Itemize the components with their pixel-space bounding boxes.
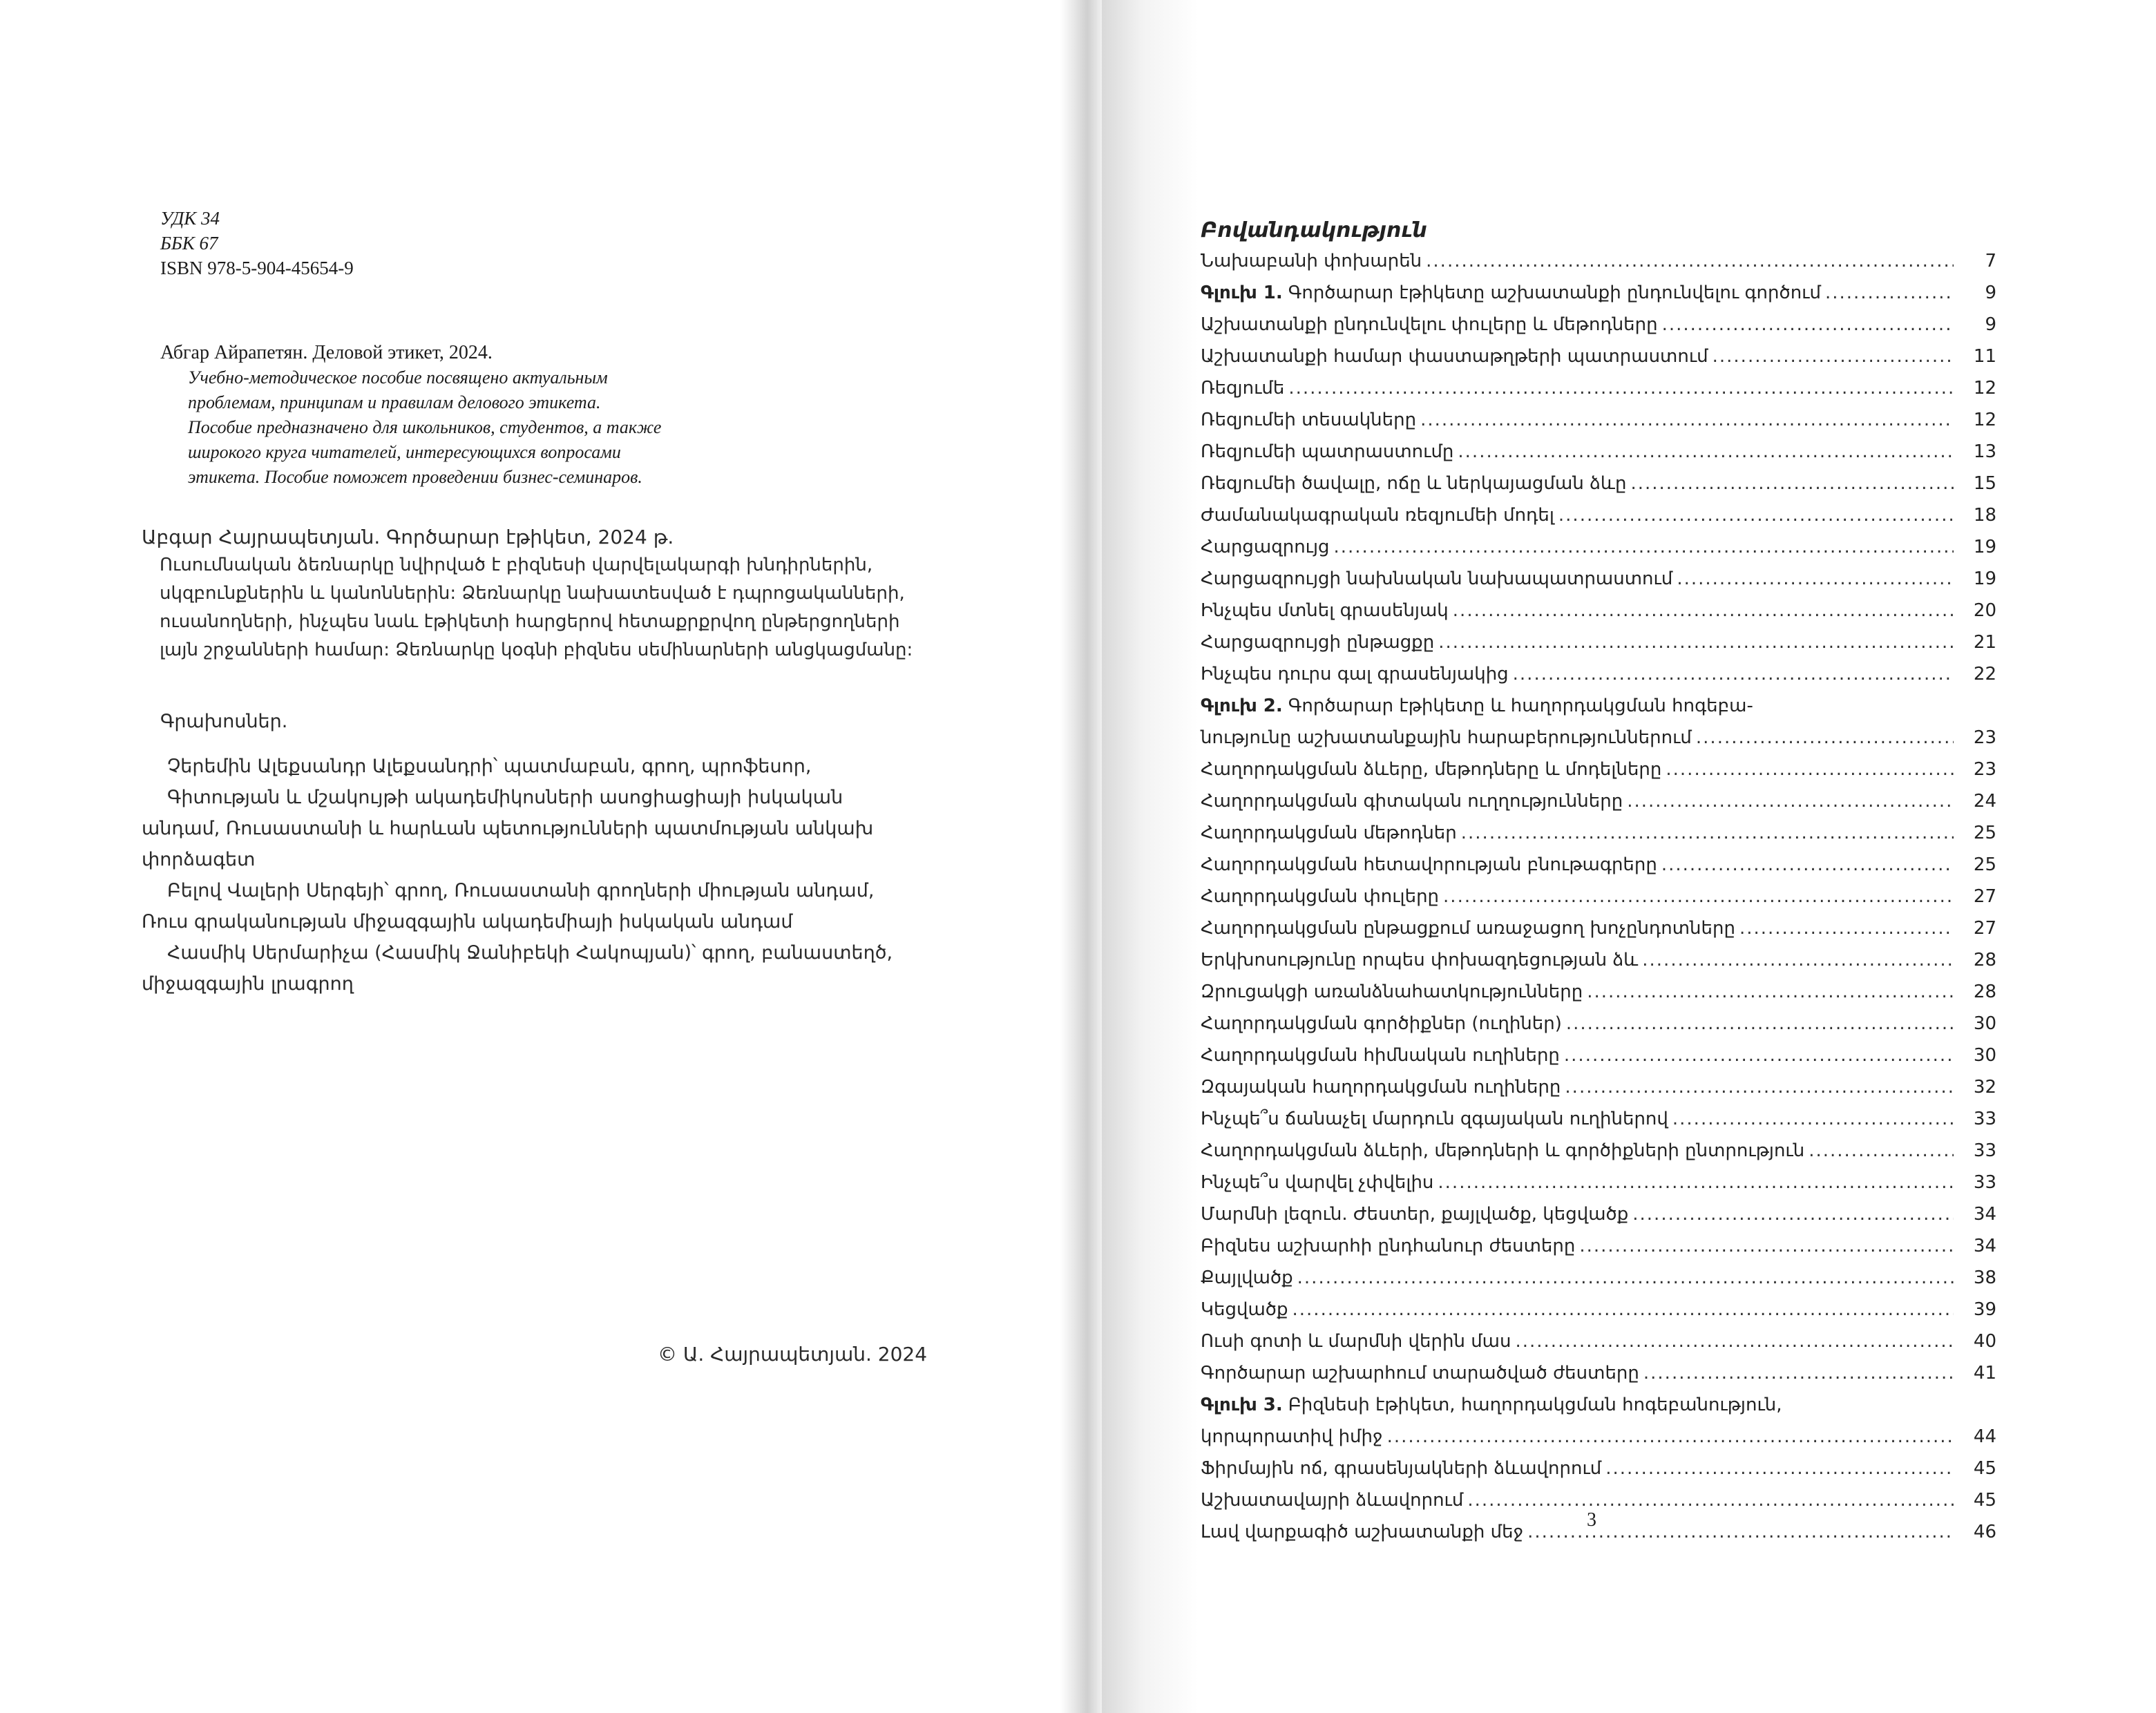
toc-entry-title [1201,1357,1639,1389]
reviewer-line: միջազգային լրագրող [142,973,354,995]
toc-dot-leader [1666,754,1954,785]
toc-page-number: 9 [1985,314,1996,335]
toc-entry [1201,1453,1996,1484]
toc-page-number: 33 [1973,1140,1996,1161]
toc-dot-leader [1461,817,1954,849]
toc-dot-leader [1587,976,1954,1008]
toc-entry-title [1201,563,1672,595]
toc-dot-leader [1426,245,1954,277]
toc-entry-title [1201,341,1708,372]
toc-entry [1201,1040,1996,1071]
toc-entry-text: Հարցազրույց [1201,537,1330,557]
toc-entry [1201,849,1996,881]
armenian-annotation-line: ուսանողների, ինչպես նաև էթիկետի հարցերով հետաքրքրվող ընթերցողների [160,611,900,632]
toc-chapter-label: Գլուխ 1. [1201,283,1283,303]
toc-page-number: 40 [1973,1331,1996,1352]
toc-entry [1201,658,1996,690]
toc-page-number: 45 [1973,1458,1996,1479]
toc-entry [1201,944,1996,976]
toc-dot-leader [1467,1484,1954,1516]
toc-dot-leader [1643,1357,1954,1389]
toc-entry-text: Գործարար էթիկետը և հաղորդակցման հոգեբա- [1288,696,1753,716]
russian-annotation-line: Пособие предназначено для школьников, студентов, а также [188,417,662,437]
toc-entry-text: Հաղորդակցման գիտական ուղղությունները [1201,791,1623,812]
toc-page-number: 21 [1973,632,1996,653]
toc-entry-title [1201,658,1509,690]
toc-page-number: 11 [1973,346,1996,367]
catalog-codes [160,206,354,280]
toc-entry-text: Աշխատանքի համար փաստաթղթերի պատրաստում [1201,346,1708,367]
armenian-heading: Աբգար Հայրապետյան. Գործարար էթիկետ, 2024 թ. [142,526,674,548]
toc-page-number: 27 [1973,886,1996,907]
toc-chapter-entry [1201,277,1996,309]
toc-dot-leader [1605,1453,1954,1484]
toc-dot-leader [1579,1230,1954,1262]
toc-dot-leader [1515,1326,1954,1357]
toc-dot-leader [1438,1167,1954,1198]
toc-dot-leader [1513,658,1954,690]
toc-entry-title [1201,468,1626,499]
toc-entry [1201,976,1996,1008]
toc-entry [1201,1071,1996,1103]
toc-entry [1201,1230,1996,1262]
toc-page-number: 24 [1973,791,1996,812]
toc-entry-title [1201,1421,1383,1453]
toc-entry-text: Հարցազրույցի նախնական նախապատրաստում [1201,568,1673,589]
toc-entry-text: Զգայական հաղորդակցման ուղիները [1201,1077,1561,1098]
toc-page-number: 23 [1973,727,1996,748]
toc-entry-title [1201,245,1422,277]
toc-entry-text: Հաղորդակցման փուլերը [1201,886,1440,907]
toc-page-number: 33 [1973,1109,1996,1129]
toc-entry-text: Հաղորդակցման գործիքներ (ուղիներ) [1201,1013,1562,1034]
toc-entry-text: Քայլվածք [1201,1267,1293,1288]
toc-entry-title [1201,1040,1560,1071]
toc-page-number: 28 [1973,950,1996,970]
toc-entry [1201,1357,1996,1389]
russian-annotation-line: этикета. Пособие поможет проведении бизнес-семинаров. [188,467,642,487]
toc-entry [1201,785,1996,817]
page-number: 3 [1587,1509,1596,1531]
toc-entry-text: Ինչպե՞ս ճանաչել մարդուն զգայական ուղիներով [1201,1109,1668,1129]
toc-entry-title [1201,1135,1804,1167]
toc-entry-text: նությունը աշխատանքային հարաբերություններում [1201,727,1692,748]
toc-entry-text: Աշխատավայրի ձևավորում [1201,1490,1464,1511]
russian-annotation-block [160,341,851,490]
toc-title: Բովանդակություն [1201,218,1427,242]
toc-dot-leader [1334,531,1954,563]
toc-entry-text: Հաղորդակցման մեթոդներ [1201,823,1457,843]
toc-entry-title [1201,1516,1523,1548]
toc-dot-leader [1696,722,1954,754]
toc-page-number: 30 [1973,1013,1996,1034]
toc-entry-text: Բիզնես աշխարհի ընդհանուր ժեստերը [1201,1236,1576,1256]
toc-entry [1201,468,1996,499]
toc-entry-title [1201,912,1735,944]
reviewer-line: Ռուս գրականության միջազգային ակադեմիայի իսկական անդամ [142,911,793,932]
toc-entry [1201,754,1996,785]
toc-dot-leader [1420,404,1954,436]
toc-entry-text: Լավ վարքագիծ աշխատանքի մեջ [1201,1522,1524,1542]
armenian-annotation-line: Ուսումնական ձեռնարկը նվիրված է բիզնեսի վարվելակարգի խնդիրներին, [160,555,873,575]
toc-entry-text: Ռեզյումեի պատրաստումը [1201,441,1454,462]
toc-entry-text: Աշխատանքի ընդունվելու փուլերը և մեթոդները [1201,314,1658,335]
reviewer-line: Բելով Վալերի Սերգեյի՝ գրող, Ռուսաստանի գրողների միության անդամ, [167,880,875,901]
toc-page-number: 18 [1973,505,1996,526]
toc-page-number: 38 [1973,1267,1996,1288]
toc-page-number: 13 [1973,441,1996,462]
toc-page-number: 20 [1973,600,1996,621]
toc-entry-text: Ուսի գոտի և մարմնի վերին մաս [1201,1331,1511,1352]
toc-entry-title [1201,277,1821,309]
reviewer-line: Գիտության և մշակույթի ակադեմիկոսների ասոցիացիայի իսկական [167,787,843,808]
toc-entry [1201,499,1996,531]
toc-page-number: 27 [1973,918,1996,939]
left-page [0,0,1060,1713]
toc-entry [1201,531,1996,563]
toc-dot-leader [1438,626,1954,658]
toc-dot-leader [1825,277,1954,309]
toc-entry-text: Հաղորդակցման ձևերի, մեթոդների և գործիքների ընտրություն [1201,1140,1805,1161]
toc-entry-text: Հաղորդակցման ձևերը, մեթոդները և մոդելները [1201,759,1662,780]
toc-entry-title [1201,754,1661,785]
toc-entry-text: Ժամանակագրական ռեզյումեի մոդել [1201,505,1554,526]
bbk-code: ББК 67 [160,233,218,253]
toc-entry-title [1201,1262,1293,1294]
toc-entry-title [1201,404,1416,436]
toc-page-number: 12 [1973,410,1996,430]
toc-entry-title [1201,1326,1511,1357]
toc-entry [1201,1421,1996,1453]
toc-entry [1201,372,1996,404]
toc-entry-title [1201,785,1623,817]
toc-entry [1201,1103,1996,1135]
toc-entry-text: Մարմնի լեզուն. Ժեստեր, քայլվածք, կեցվածք [1201,1204,1629,1225]
toc-entry-title [1201,499,1554,531]
toc-entry-text: Բիզնեսի էթիկետ, հաղորդակցման հոգեբանություն, [1288,1395,1782,1415]
toc-page-number: 45 [1973,1490,1996,1511]
reviewer-line: անդամ, Ռուսաստանի և հարևան պետությունների պատմության անկախ [142,818,874,839]
toc-entry-text: Ռեզյումեի ծավալը, ոճը և ներկայացման ձևը [1201,473,1627,494]
toc-entry-title [1201,372,1284,404]
russian-annotation-line: Учебно-методическое пособие посвящено актуальным [188,367,608,387]
toc-dot-leader [1739,912,1954,944]
toc-entry-text: կորպորատիվ իմիջ [1201,1426,1383,1447]
toc-page-number: 28 [1973,982,1996,1002]
toc-page-number: 32 [1973,1077,1996,1098]
toc-page-number: 30 [1973,1045,1996,1066]
toc-entry [1201,1516,1996,1548]
toc-chapter-label: Գլուխ 2. [1201,696,1283,716]
toc-chapter-label: Գլուխ 3. [1201,1395,1283,1415]
toc-page-number: 39 [1973,1299,1996,1320]
toc-entry-text: Ռեզյումե [1201,378,1285,399]
toc-page-number: 25 [1973,854,1996,875]
toc-entry [1201,595,1996,626]
toc-entry-title [1201,976,1583,1008]
toc-entry-text: Նախաբանի փոխարեն [1201,251,1422,271]
reviewer-line: Հասմիկ Սերմարիչա (Հասմիկ Ջանիբեկի Հակոպյան)՝ գրող, բանաստեղծ, [167,942,893,964]
reviewers-block [142,706,991,999]
toc-dot-leader [1809,1135,1954,1167]
toc-entry [1201,1326,1996,1357]
toc-entry-title [1201,531,1330,563]
toc-entry [1201,912,1996,944]
toc-entry-text: Ինչպես դուրս գալ գրասենյակից [1201,664,1509,685]
toc-dot-leader [1288,372,1954,404]
copyright-notice: © Ա. Հայրապետյան. 2024 [658,1343,928,1366]
toc-entry-title [1201,1230,1575,1262]
toc-page-number: 33 [1973,1172,1996,1193]
toc-entry-text: Հաղորդակցման հիմնական ուղիները [1201,1045,1560,1066]
russian-annotation-line: проблемам, принципам и правилам делового этикета. [188,392,601,412]
toc-page-number: 12 [1973,378,1996,399]
toc-page-number: 22 [1973,664,1996,685]
toc-entry-title [1201,881,1439,912]
toc-entry-title [1201,1198,1628,1230]
reviewers-title: Գրախոսներ. [160,711,288,732]
toc-entry [1201,341,1996,372]
toc-page-number: 34 [1973,1236,1996,1256]
toc-page-number: 19 [1973,537,1996,557]
toc-entry-text: Հաղորդակցման հետավորության բնութագրերը [1201,854,1657,875]
toc-page-number: 15 [1973,473,1996,494]
toc-page-number: 34 [1973,1204,1996,1225]
toc-dot-leader [1632,1198,1954,1230]
isbn-code: ISBN 978-5-904-45654-9 [160,258,354,278]
toc-page-number: 41 [1973,1363,1996,1384]
toc-entry [1201,722,1996,754]
toc-page-number: 23 [1973,759,1996,780]
toc-entry-title [1201,1484,1463,1516]
toc-dot-leader [1630,468,1954,499]
toc-page-number: 9 [1985,283,1996,303]
reviewer-line: Չերեմին Ալեքսանդր Ալեքսանդրի՝ պատմաբան, գրող, պրոֆեսոր, [167,756,812,777]
toc-dot-leader [1661,849,1954,881]
toc-dot-leader [1662,309,1954,341]
armenian-annotation-line: լայն շրջանների համար: Ձեռնարկը կօգնի բիզնես սեմինարների անցկացմանը: [160,640,913,660]
toc-entry [1201,881,1996,912]
toc-chapter-heading [1201,690,1996,722]
toc-entry-text: Գործարար էթիկետը աշխատանքի ընդունվելու գործում [1288,283,1821,303]
toc-entry-title [1201,1008,1562,1040]
toc-entry [1201,309,1996,341]
toc-entry [1201,1167,1996,1198]
toc-dot-leader [1677,563,1954,595]
toc-list [1201,245,1996,1548]
toc-entry-title [1201,626,1434,658]
armenian-annotation-block [142,524,991,664]
toc-dot-leader [1627,785,1954,817]
toc-dot-leader [1292,1294,1954,1326]
russian-annotation-line: широкого круга читателей, интересующихся вопросами [188,442,621,462]
toc-page-number: 7 [1985,251,1996,271]
toc-entry-title [1201,309,1658,341]
toc-entry-title [1201,1103,1668,1135]
toc-entry-title [1201,1453,1601,1484]
toc-entry-text: Գործարար աշխարհում տարածված ժեստերը [1201,1363,1639,1384]
toc-entry-text: Ֆիրմային ոճ, գրասենյակների ձևավորում [1201,1458,1602,1479]
toc-dot-leader [1713,341,1954,372]
table-of-contents [1201,219,1996,1548]
toc-entry [1201,245,1996,277]
toc-entry-title [1201,944,1638,976]
toc-entry-title [1201,1071,1561,1103]
toc-dot-leader [1564,1040,1954,1071]
armenian-annotation-line: սկզբունքներին և կանոններին: Ձեռնարկը նախատեսված է դպրոցականների, [160,583,905,604]
udk-code: УДК 34 [160,208,220,229]
toc-page-number: 25 [1973,823,1996,843]
toc-entry-title [1201,595,1449,626]
toc-entry [1201,436,1996,468]
toc-entry [1201,626,1996,658]
toc-entry-text: Հաղորդակցման ընթացքում առաջացող խոչընդոտները [1201,918,1735,939]
toc-dot-leader [1642,944,1954,976]
toc-dot-leader [1558,499,1954,531]
toc-dot-leader [1443,881,1954,912]
toc-entry-text: Հարցազրույցի ընթացքը [1201,632,1435,653]
toc-entry-title [1201,849,1657,881]
toc-entry-text: Ռեզյումեի տեսակները [1201,410,1417,430]
toc-page-number: 19 [1973,568,1996,589]
toc-entry [1201,404,1996,436]
toc-entry-text: Երկխոսությունը որպես փոխազդեցության ձև [1201,950,1639,970]
toc-entry-title [1201,436,1453,468]
toc-entry [1201,563,1996,595]
toc-entry-title [1201,817,1457,849]
toc-entry [1201,817,1996,849]
toc-entry-title [1201,722,1692,754]
toc-dot-leader [1565,1071,1954,1103]
toc-entry [1201,1262,1996,1294]
toc-dot-leader [1458,436,1954,468]
toc-page-number: 46 [1973,1522,1996,1542]
toc-entry-text: Ինչպես մտնել գրասենյակ [1201,600,1449,621]
book-gutter [1060,0,1102,1713]
toc-entry [1201,1198,1996,1230]
toc-entry [1201,1135,1996,1167]
toc-entry-text: Ինչպե՞ս վարվել չփվելիս [1201,1172,1434,1193]
toc-chapter-heading [1201,1389,1996,1421]
russian-heading: Абгар Айрапетян. Деловой этикет, 2024. [160,342,493,363]
toc-entry [1201,1008,1996,1040]
toc-dot-leader [1297,1262,1954,1294]
toc-entry [1201,1294,1996,1326]
toc-dot-leader [1566,1008,1954,1040]
toc-entry-title [1201,1294,1288,1326]
reviewer-line: փորձագետ [142,849,256,870]
toc-page-number: 44 [1973,1426,1996,1447]
toc-entry [1201,1484,1996,1516]
toc-dot-leader [1387,1421,1954,1453]
toc-entry-text: Կեցվածք [1201,1299,1288,1320]
toc-entry-text: Զրուցակցի առանձնահատկությունները [1201,982,1583,1002]
toc-dot-leader [1453,595,1954,626]
toc-entry-title [1201,1167,1433,1198]
toc-dot-leader [1672,1103,1954,1135]
